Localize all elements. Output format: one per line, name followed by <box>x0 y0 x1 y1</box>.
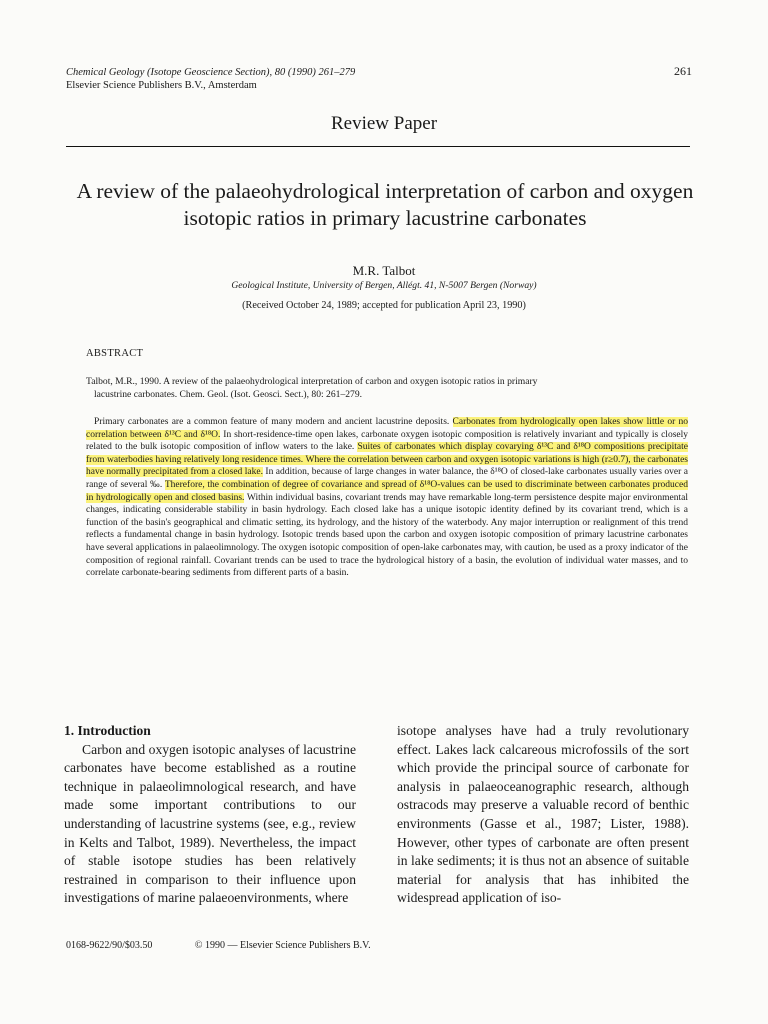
page-number: 261 <box>674 64 692 78</box>
publisher-line: Elsevier Science Publishers B.V., Amsterdam <box>66 80 257 91</box>
header-rule <box>66 146 690 147</box>
intro-left-column <box>64 722 356 908</box>
issn-code: 0168-9622/90/$03.50 <box>66 940 153 951</box>
intro-paragraph-right: isotope analyses have had a truly revolutionary effect. Lakes lack calcareous microfossils of the sort which provide the principal source of carbonate for analysis in palaeoceanographic research, although ostracods may preserve a valuable record of benthic environments (Gasse et al., 1987; Lister, 1988). However, other types of carbonate are often present in lake sediments; it is thus not an absence of suitable material for analysis that has inhibited the widespread application of iso- <box>397 723 689 906</box>
intro-paragraph-left: Carbon and oxygen isotopic analyses of lacustrine carbonates have become established as a routine technique in palaeolimnological research, and have made some important contributions to our understanding of lacustrine systems (see, e.g., review in Kelts and Talbot, 1989). Nevertheless, the impact of stable isotope studies has been relatively restrained in comparison to their influence upon investigations of marine palaeoenvironments, where <box>64 741 356 906</box>
highlighted-abstract-text: Carbonates from hydrologically open lakes show little or no correlation between δ¹³C and δ¹⁸O. <box>86 417 688 440</box>
abstract-heading: ABSTRACT <box>86 348 144 359</box>
page-footer <box>66 940 371 951</box>
highlighted-abstract-text: Therefore, the combination of degree of covariance and spread of δ¹⁸O-values can be used to discriminate between carbonates produced in hydrologically open and closed basins. <box>86 479 688 503</box>
author-name: M.R. Talbot <box>352 263 416 278</box>
abstract-citation <box>86 375 688 401</box>
received-dates: (Received October 24, 1989; accepted for publication April 23, 1990) <box>242 300 526 311</box>
abstract-text: In short-residence-time open lakes, carbonate oxygen isotopic composition is relatively invariant and typically is closely related to the bulk isotopic composition of inflow waters to the lake. <box>86 429 688 453</box>
abstract-body <box>86 416 688 580</box>
abstract-text: Within individual basins, covariant trends may have remarkable long-term persistence despite major environmental changes, indicating considerable stability in basin hydrology. Each closed lake has a unique isotopic identity defined by its covariant trend, which is a function of the basin's geographical and climatic setting, its hydrology, and the history of the waterbody. Any major interruption or realignment of this trend reflects a fundamental change in basin hydrology. Isotopic trends based upon the carbon and oxygen isotopic composition of primary lacustrine carbonates have several applications in palaeolimnology. The oxygen isotopic composition of open-lake carbonates may, with caution, be used as a proxy indicator of the composition of regional rainfall. Covariant trends can be used to trace the hydrological history of a basin, the evolution of individual water masses, and to correlate carbonate-bearing sediments from different parts of a basin. <box>86 492 688 579</box>
intro-right-column <box>397 722 689 908</box>
intro-heading: 1. Introduction <box>64 723 151 738</box>
section-label: Review Paper <box>330 113 438 134</box>
copyright-notice: © 1990 — Elsevier Science Publishers B.V. <box>194 940 371 951</box>
abstract-text: Primary carbonates are a common feature of many modern and ancient lacustrine deposits. <box>94 417 453 427</box>
citation-line-2: lacustrine carbonates. Chem. Geol. (Isot. Geosci. Sect.), 80: 261–279. <box>94 389 363 400</box>
citation-line-1: Talbot, M.R., 1990. A review of the palaeohydrological interpretation of carbon and oxygen isotopic ratios in primary <box>86 376 538 387</box>
journal-header <box>66 66 626 92</box>
journal-citation: Chemical Geology (Isotope Geoscience Section), 80 (1990) 261–279 <box>66 67 356 78</box>
paper-title: A review of the palaeohydrological interpretation of carbon and oxygen isotopic ratios in primary lacustrine carbonates <box>76 179 694 230</box>
author-affiliation: Geological Institute, University of Bergen, Allégt. 41, N-5007 Bergen (Norway) <box>231 280 537 291</box>
abstract-text: In addition, because of large changes in water balance, the δ¹⁸O of closed-lake carbonates usually varies over a range of several ‰. <box>86 467 688 490</box>
highlighted-abstract-text: Suites of carbonates which display covarying δ¹³C and δ¹⁸O compositions precipitate from waterbodies having relatively long residence times. Where the correlation between carbon and oxygen isotopic variations is high (r≥0.7), the carbonates have normally precipitated from a closed lake. <box>86 442 688 478</box>
